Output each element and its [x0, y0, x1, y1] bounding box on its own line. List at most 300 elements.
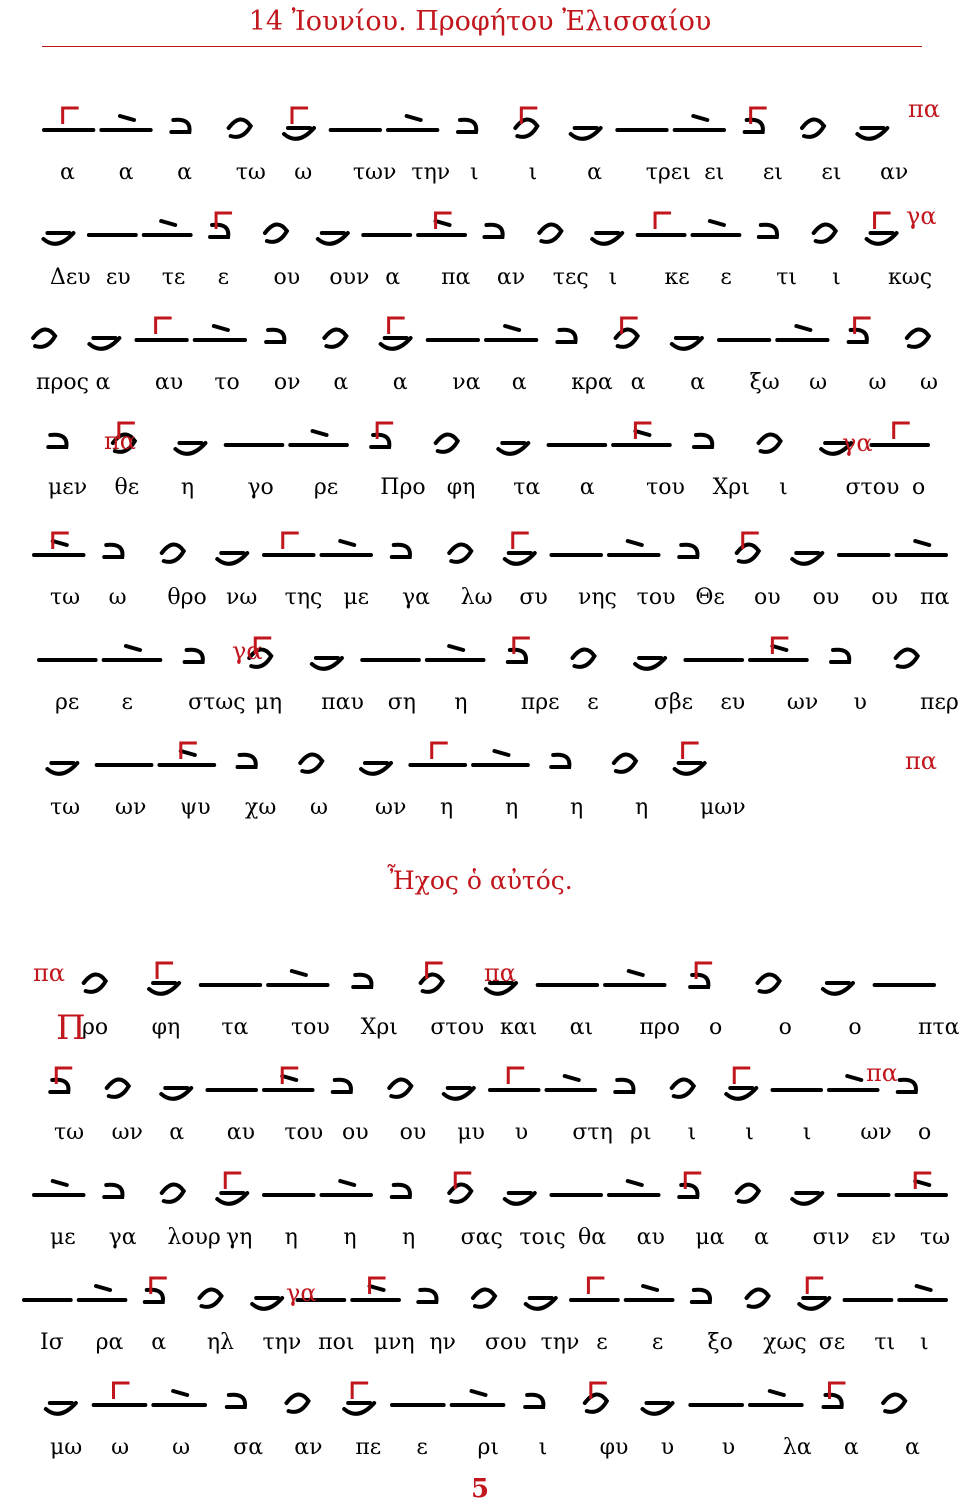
neume — [353, 975, 371, 987]
martyria-mark: πα — [33, 959, 65, 987]
lyric-syllable: και — [500, 1015, 538, 1040]
neume — [883, 1394, 905, 1411]
lyric-syllable: συ — [519, 585, 548, 610]
lyric-syllable: ηλ — [206, 1330, 234, 1355]
neume — [525, 1395, 543, 1407]
neume — [392, 545, 410, 557]
neume — [94, 1383, 146, 1405]
lyric-syllable: θρο — [167, 585, 207, 610]
martyria-mark: γα — [842, 429, 873, 457]
neume — [427, 646, 484, 660]
neume — [486, 326, 536, 340]
martyria-mark: πα — [484, 959, 516, 987]
neume — [824, 1383, 846, 1407]
lyric-syllable: ων — [375, 795, 407, 820]
lyric-syllable: ω — [868, 370, 887, 395]
neume — [799, 1278, 829, 1309]
neume — [322, 541, 372, 555]
neume — [490, 1068, 539, 1090]
neume — [162, 544, 184, 561]
lyric-syllable: α — [151, 1330, 167, 1355]
lyric-syllable: α — [579, 475, 595, 500]
red-neume — [807, 1278, 823, 1294]
lyric-syllable: τι — [874, 1330, 896, 1355]
lyric-syllable: ων — [786, 690, 819, 715]
neume — [643, 1403, 673, 1414]
chant-line — [0, 1050, 960, 1160]
lyric-syllable: η — [343, 1225, 357, 1250]
lyric-syllable: γο — [247, 475, 274, 500]
martyria-mark: πα — [866, 1059, 898, 1087]
neume — [264, 533, 314, 555]
red-neume — [63, 108, 79, 124]
neume — [171, 120, 189, 132]
neume — [473, 1289, 495, 1306]
lyric-syllable: α — [177, 160, 192, 185]
neume — [679, 1173, 701, 1197]
lyric-syllable: στου — [430, 1015, 485, 1040]
neume — [47, 763, 77, 774]
lyric-syllable: υ — [514, 1120, 529, 1145]
lyric-syllable: η — [284, 1225, 298, 1250]
neume — [185, 650, 203, 662]
lyric-syllable: τω — [50, 585, 81, 610]
lyric-syllable: σας — [460, 1225, 503, 1250]
neume — [526, 1298, 556, 1309]
neume — [539, 224, 561, 241]
lyric-syllable: α — [511, 370, 527, 395]
neume — [449, 544, 471, 561]
lyric-syllable: ι — [802, 1120, 812, 1145]
lyric-syllable: αι — [569, 1015, 594, 1040]
neume — [849, 318, 871, 342]
neume — [344, 1383, 374, 1414]
neume — [592, 233, 622, 244]
chant-line — [0, 725, 960, 835]
neume-row — [0, 1155, 960, 1225]
neume — [284, 108, 314, 139]
neume — [388, 116, 437, 130]
neume — [626, 1286, 673, 1300]
martyria-mark: γα — [906, 202, 937, 230]
lyric-syllable: τα — [513, 475, 541, 500]
neume — [265, 224, 287, 241]
neume — [694, 435, 712, 447]
neume — [484, 225, 502, 237]
neume — [418, 1290, 436, 1302]
lyric-syllable: σβε — [653, 690, 693, 715]
neume — [217, 1173, 247, 1204]
lyric-syllable: τοις — [519, 1225, 566, 1250]
lyric-syllable: ι — [538, 1435, 548, 1460]
lyric-syllable: α — [843, 1435, 859, 1460]
lyric-syllable: του — [646, 475, 685, 500]
neume — [227, 1395, 245, 1407]
neume — [508, 638, 530, 662]
neume — [615, 1080, 633, 1092]
lyric-syllable: ουν — [329, 265, 370, 290]
neume-row — [0, 725, 960, 795]
neume — [210, 213, 232, 237]
neume — [381, 318, 411, 349]
neume-row — [0, 195, 960, 265]
lyric-syllable: αν — [880, 160, 909, 185]
drop-initial: Π — [56, 1008, 86, 1048]
lyric-syllable: αν — [496, 265, 526, 290]
neume-row — [0, 405, 960, 475]
lyric-syllable: ου — [871, 585, 898, 610]
lyric-syllable: ω — [108, 585, 127, 610]
lyric-syllable: α — [169, 1120, 185, 1145]
lyric-syllable: ει — [762, 160, 783, 185]
neume — [144, 221, 191, 235]
neume — [693, 221, 740, 235]
neume — [747, 1289, 769, 1306]
neume — [104, 1185, 122, 1197]
lyric-syllable: α — [630, 370, 646, 395]
red-neume — [432, 743, 448, 759]
lyric-syllable: ου — [399, 1120, 427, 1145]
lyric-syllable: ποι — [318, 1330, 355, 1355]
chant-line — [0, 1155, 960, 1265]
lyric-syllable: η — [635, 795, 649, 820]
neume — [690, 963, 712, 987]
neume — [162, 1184, 184, 1201]
red-neume — [734, 1068, 750, 1084]
lyric-syllable: του — [636, 585, 676, 610]
lyric-syllable: μω — [50, 1435, 83, 1460]
lyric-syllable: ου — [342, 1120, 369, 1145]
neume — [638, 213, 685, 235]
neume — [290, 431, 347, 445]
neume-row — [0, 1365, 960, 1435]
page-header: 14 Ἰουνίου. Προφήτου Ἐλισσαίου — [248, 6, 712, 37]
lyric-syllable: ω — [310, 795, 328, 820]
lyric-syllable: γα — [402, 585, 431, 610]
neume — [726, 1068, 756, 1099]
neume — [436, 434, 458, 451]
lyric-syllable: ω — [111, 1435, 130, 1460]
lyric-syllable: του — [291, 1015, 330, 1040]
neume — [605, 971, 664, 985]
neume — [675, 116, 724, 130]
neume — [557, 330, 575, 342]
neume — [252, 1298, 282, 1309]
neume-row — [0, 620, 960, 690]
lyric-syllable: ι — [528, 160, 538, 185]
neume — [871, 423, 928, 445]
lyric-syllable: υ — [660, 1435, 675, 1460]
lyric-syllable: να — [452, 370, 481, 395]
neume — [458, 120, 476, 132]
lyric-syllable: γη — [226, 1225, 253, 1250]
neume — [899, 1286, 946, 1300]
neume-row — [0, 945, 960, 1015]
lyric-syllable: Χρι — [360, 1015, 398, 1040]
red-neume — [508, 1068, 524, 1084]
lyric-syllable: α — [333, 370, 349, 395]
neume — [616, 318, 638, 347]
neume — [79, 1286, 126, 1300]
lyric-syllable: χως — [763, 1330, 807, 1355]
lyric-syllable: ε — [587, 690, 599, 715]
lyric-syllable: α — [95, 370, 111, 395]
red-neume — [114, 1383, 130, 1399]
lyric-syllable: ρι — [630, 1120, 652, 1145]
lyric-syllable: ρε — [55, 690, 80, 715]
lyric-syllable: ρε — [313, 475, 339, 500]
lyric-syllable: τες — [552, 265, 589, 290]
neume — [609, 1181, 659, 1195]
neume — [515, 108, 537, 137]
neume — [547, 1076, 596, 1090]
neume — [867, 213, 897, 244]
lyric-syllable: την — [411, 160, 451, 185]
neume-row — [0, 515, 960, 585]
neume — [104, 545, 122, 557]
red-neume — [513, 533, 529, 549]
martyria-mark: γα — [232, 637, 263, 665]
lyric-syllable: γα — [108, 1225, 137, 1250]
red-neume — [292, 108, 308, 124]
lyric-syllable: α — [385, 265, 401, 290]
lyric-syllable: μνη — [373, 1330, 415, 1355]
lyric-syllable: παυ — [321, 690, 364, 715]
red-neume — [389, 318, 405, 334]
lyric-syllable: εν — [871, 1225, 897, 1250]
neume — [43, 233, 73, 244]
neume — [153, 1391, 205, 1405]
neume — [679, 545, 697, 557]
lyric-syllable: ων — [111, 1120, 143, 1145]
neume — [104, 646, 161, 660]
lyric-syllable: ε — [651, 1330, 664, 1355]
chant-line — [0, 515, 960, 625]
lyric-syllable: ο — [709, 1015, 723, 1040]
neume — [264, 1068, 313, 1090]
neume — [857, 128, 887, 139]
neume — [505, 533, 535, 564]
lyric-syllable: ι — [745, 1120, 754, 1145]
lyric-syllable: η — [440, 795, 454, 820]
lyric-syllable: των — [352, 160, 397, 185]
lyric-syllable: Δευ — [50, 265, 91, 290]
lyric-syllable: αν — [294, 1435, 323, 1460]
martyria-mark: πα — [104, 427, 136, 455]
neume — [692, 1290, 710, 1302]
lyric-syllable: ι — [920, 1330, 929, 1355]
lyric-syllable: ο — [848, 1015, 862, 1040]
lyric-syllable: ι — [470, 160, 479, 185]
chant-line — [0, 195, 960, 305]
neume — [759, 225, 777, 237]
lyric-syllable: περ — [920, 690, 959, 715]
lyric-syllable: ον — [273, 370, 301, 395]
lyric-syllable: πρε — [520, 690, 560, 715]
lyric-syllable: φη — [446, 475, 476, 500]
neume — [322, 1181, 372, 1195]
neume — [195, 326, 245, 340]
neume — [137, 318, 187, 340]
neume — [452, 1391, 504, 1405]
neume — [609, 541, 659, 555]
chant-line — [0, 620, 960, 730]
chant-line — [0, 1365, 960, 1475]
lyric-syllable: σιν — [812, 1225, 850, 1250]
neume — [107, 1079, 129, 1096]
neume — [266, 330, 284, 342]
neume — [505, 1193, 535, 1204]
neume — [907, 329, 929, 346]
neume — [33, 329, 55, 346]
neume — [613, 423, 670, 445]
neume — [161, 1088, 191, 1099]
neume — [635, 658, 665, 669]
lyric-syllable: της — [284, 585, 323, 610]
neume — [418, 213, 465, 235]
red-neume — [283, 533, 299, 549]
neume — [149, 963, 179, 994]
lyric-syllable: την — [540, 1330, 580, 1355]
lyric-syllable: τω — [50, 795, 81, 820]
lyric-syllable: μων — [700, 795, 746, 820]
lyric-syllable: ου — [273, 265, 301, 290]
lyric-syllable: ει — [704, 160, 725, 185]
lyric-syllable: ων — [860, 1120, 892, 1145]
lyric-syllable: ξω — [749, 370, 780, 395]
lyric-syllable: ου — [812, 585, 840, 610]
lyric-syllable: ε — [596, 1330, 608, 1355]
neume — [444, 1088, 474, 1099]
lyric-syllable: η — [505, 795, 519, 820]
neume — [750, 638, 807, 660]
neume — [48, 435, 66, 447]
header-rule — [42, 46, 922, 47]
neume — [814, 224, 836, 241]
lyric-syllable: κως — [888, 265, 933, 290]
neume — [498, 443, 528, 454]
lyric-syllable: η — [180, 475, 195, 500]
lyric-syllable: νω — [226, 585, 258, 610]
lyric-syllable: ω — [294, 160, 313, 185]
neume — [897, 1173, 947, 1195]
neume — [745, 108, 767, 132]
red-neume — [655, 213, 671, 229]
neume — [389, 1079, 411, 1096]
neume — [759, 434, 781, 451]
neume-row — [0, 300, 960, 370]
lyric-syllable: Προ — [380, 475, 426, 500]
lyric-syllable: στη — [572, 1120, 613, 1145]
lyric-syllable: πτα — [918, 1015, 960, 1040]
lyric-syllable: τω — [54, 1120, 85, 1145]
lyric-syllable: ψυ — [180, 795, 211, 820]
lyric-syllable: ι — [687, 1120, 697, 1145]
neume — [614, 754, 636, 771]
lyric-syllable: κρα — [571, 370, 613, 395]
lyric-syllable: α — [754, 1225, 769, 1250]
lyric-syllable: θα — [578, 1225, 607, 1250]
red-neume — [588, 1278, 604, 1294]
red-neume — [683, 743, 699, 759]
neume — [750, 1391, 802, 1405]
lyric-syllable: στου — [845, 475, 900, 500]
neume — [159, 743, 214, 765]
lyric-syllable: ρο — [82, 1015, 109, 1040]
lyric-syllable: ση — [387, 690, 416, 715]
lyric-syllable: υ — [853, 690, 867, 715]
neume — [34, 1181, 84, 1195]
lyric-syllable: μεν — [48, 475, 88, 500]
red-neume — [875, 213, 891, 229]
neume — [737, 1184, 759, 1201]
lyric-syllable: σου — [485, 1330, 527, 1355]
neume — [361, 763, 391, 774]
lyric-syllable: κε — [664, 265, 690, 290]
lyric-syllable: ευ — [105, 265, 131, 290]
lyric-syllable: τε — [161, 265, 186, 290]
neume — [758, 974, 780, 991]
lyric-syllable: ο — [778, 1015, 792, 1040]
neume — [823, 983, 853, 994]
lyric-syllable: μη — [254, 690, 283, 715]
lyric-syllable: τω — [235, 160, 266, 185]
neume — [199, 1289, 221, 1306]
lyric-syllable: αυ — [154, 370, 184, 395]
neume — [675, 743, 705, 774]
lyric-syllable: νης — [578, 585, 617, 610]
neume — [324, 329, 346, 346]
lyric-syllable: ι — [779, 475, 788, 500]
lyric-syllable: ω — [920, 370, 938, 395]
neume — [318, 233, 348, 244]
neume — [897, 541, 947, 555]
lyric-syllable: υ — [721, 1435, 736, 1460]
lyric-syllable: τι — [776, 265, 798, 290]
lyric-syllable: την — [262, 1330, 302, 1355]
neume — [50, 1068, 72, 1092]
neume — [898, 1080, 916, 1092]
lyric-syllable: ου — [754, 585, 781, 610]
lyric-syllable: αυ — [226, 1120, 256, 1145]
lyric-syllable: προς — [36, 370, 89, 395]
neume — [449, 1173, 471, 1202]
lyric-syllable: πα — [920, 585, 950, 610]
chant-line — [0, 300, 960, 410]
lyric-syllable: Ισ — [40, 1330, 64, 1355]
neume — [792, 553, 822, 564]
neume — [585, 1383, 607, 1412]
neume — [175, 443, 205, 454]
lyric-syllable: του — [284, 1120, 324, 1145]
neume — [312, 658, 342, 669]
neume — [473, 751, 528, 765]
lyric-syllable: φυ — [599, 1435, 629, 1460]
lyric-syllable: τω — [920, 1225, 951, 1250]
neume — [371, 423, 393, 447]
lyric-syllable: α — [60, 160, 75, 185]
lyric-syllable: Χρι — [712, 475, 750, 500]
lyric-syllable: λουρ — [167, 1225, 221, 1250]
lyric-syllable: ευ — [720, 690, 746, 715]
lyric-syllable: ων — [115, 795, 147, 820]
neume — [217, 553, 247, 564]
lyric-syllable: ε — [217, 265, 229, 290]
lyric-syllable: ξο — [707, 1330, 733, 1355]
lyric-syllable: μα — [695, 1225, 725, 1250]
neume — [84, 974, 106, 991]
lyric-syllable: με — [50, 1225, 76, 1250]
